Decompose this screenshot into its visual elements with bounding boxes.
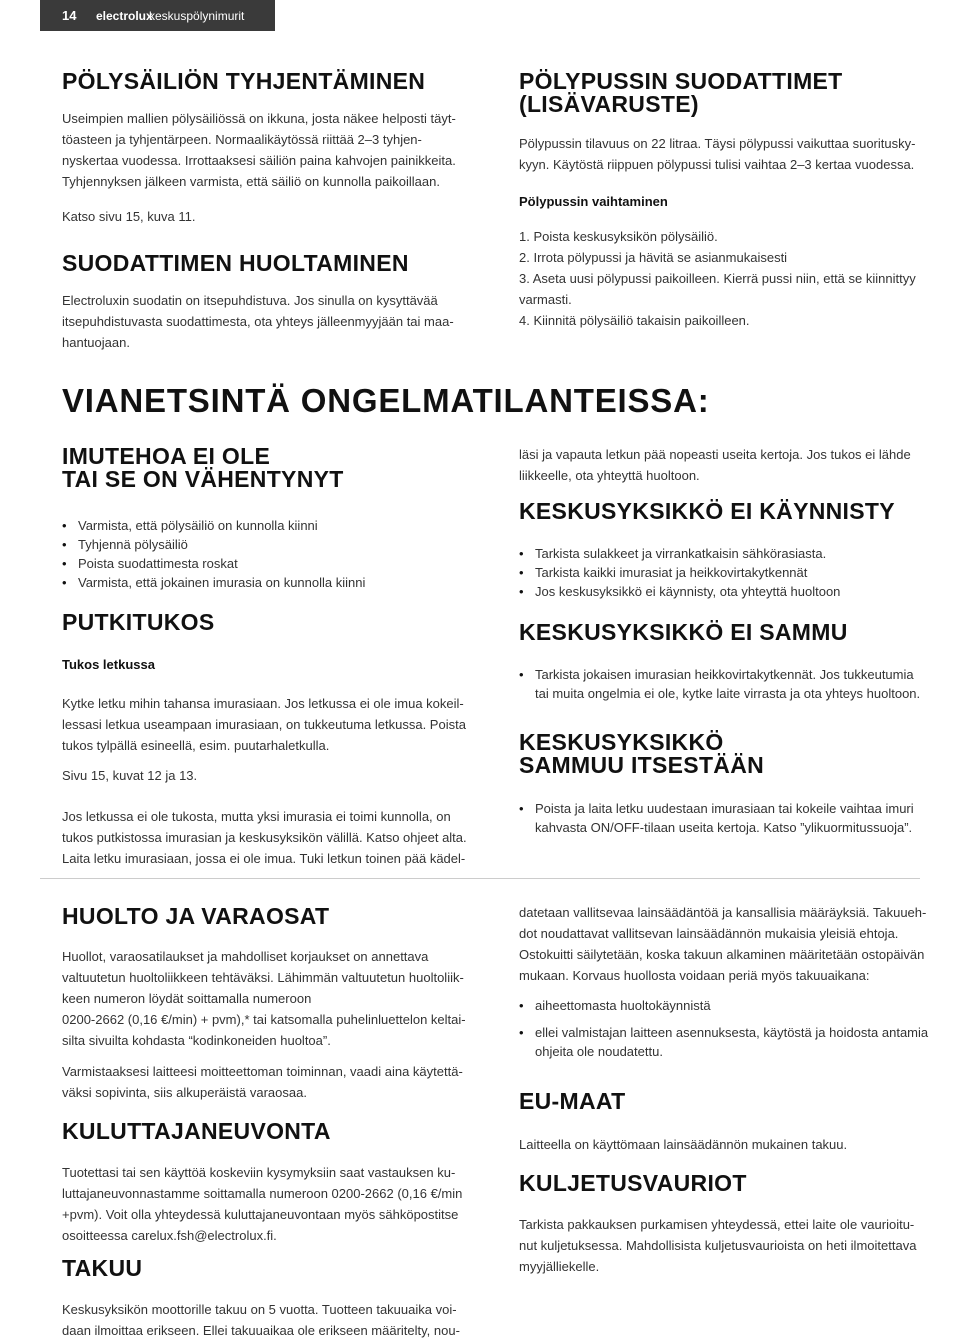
list-item: • Tarkista kaikki imurasiat ja heikkovirtakytkennät <box>519 563 840 582</box>
dustbag-paragraph: Pölypussin tilavuus on 22 litraa. Täysi pölypussi vaikuttaa suoritusky- kyyn. Käytöstä riippuen pölypussi tulisi vaihtaa 2–3 kertaa vuodessa. <box>519 136 916 172</box>
list-item: • Poista ja laita letku uudestaan imurasiaan tai kokeile vaihtaa imuri kahvasta ON/OFF-tilaan useita kertoja. Katso ”ylikuormitussuoja”. <box>519 799 914 837</box>
unit-wont-stop-list <box>519 665 920 703</box>
document-title: keskuspölynimurit <box>149 9 245 23</box>
list-item: • Varmista, että jokainen imurasia on kunnolla kiinni <box>62 573 365 592</box>
dustbag-steps <box>519 226 916 331</box>
blockage-continuation: läsi ja vapauta letkun pää nopeasti useita kertoja. Jos tukos ei lähde liikkeelle, ota yhteyttä huoltoon. <box>519 447 911 483</box>
warranty-heading: TAKUU <box>62 1255 143 1281</box>
list-item: • Poista suodattimesta roskat <box>62 554 365 573</box>
warranty-paragraph: Keskusyksikön moottorille takuu on 5 vuotta. Tuotteen takuuaika voi- daan ilmoittaa erikseen. Ellei takuuaikaa ole erikseen määritelty, nou- <box>62 1302 460 1338</box>
unit-wont-stop-heading: KESKUSYKSIKKÖ EI SAMMU <box>519 619 848 645</box>
list-item: • Tyhjennä pölysäiliö <box>62 535 365 554</box>
unit-stops-heading: KESKUSYKSIKKÖ SAMMUU ITSESTÄÄN <box>519 729 765 778</box>
no-suction-list <box>62 516 365 592</box>
blockage-subheading: Tukos letkussa <box>62 657 155 672</box>
dustbag-subheading: Pölypussin vaihtaminen <box>519 194 668 209</box>
list-item: • Varmista, että pölysäiliö on kunnolla kiinni <box>62 516 365 535</box>
service-paragraph-2: Varmistaaksesi laitteesi moitteettoman toiminnan, vaadi aina käytettä- väksi sopivinta, siis alkuperäistä varaosaa. <box>62 1064 463 1100</box>
dustbag-heading: PÖLYPUSSIN SUODATTIMET (LISÄVARUSTE) <box>519 68 843 117</box>
unit-wont-start-heading: KESKUSYKSIKKÖ EI KÄYNNISTY <box>519 498 895 524</box>
blockage-paragraph-1: Kytke letku mihin tahansa imurasiaan. Jos letkussa ei ole imua kokeil- lessasi letkua useampaan imurasiaan, on tukkeutuma letkussa. Poista tukos tylpällä esineellä, esim. puutarhaletkulla. <box>62 696 466 753</box>
unit-stops-list <box>519 799 914 837</box>
service-paragraph-1: Huollot, varaosatilaukset ja mahdolliset korjaukset on annettava valtuutetun huoltoliikkeen tehtäväksi. Lähimmän valtuutetun huoltoliik- keen numeron löydät soittamalla numeroon 0200-2662 (0,16 €/min) + pvm),* tai katsomalla puhelinluettelon keltai- silta sivuilta kohdasta “kodinkoneiden huoltoa”. <box>62 949 466 1048</box>
list-item: • ellei valmistajan laitteen asennuksesta, käytöstä ja hoidosta antamia ohjeita ole noudatettu. <box>519 1023 928 1061</box>
blockage-heading: PUTKITUKOS <box>62 609 215 635</box>
dustbag-step: 2. Irrota pölypussi ja hävitä se asianmukaisesti <box>519 250 788 265</box>
eu-heading: EU-MAAT <box>519 1088 626 1114</box>
dustbag-step: 1. Poista keskusyksikön pölysäiliö. <box>519 229 718 244</box>
dustbag-step: 4. Kiinnitä pölysäiliö takaisin paikoilleen. <box>519 313 750 328</box>
brand-name: electrolux <box>96 9 153 23</box>
troubleshooting-title: VIANETSINTÄ ONGELMATILANTEISSA: <box>62 382 710 419</box>
section-divider <box>40 878 920 879</box>
eu-paragraph: Laitteella on käyttömaan lainsäädännön mukainen takuu. <box>519 1137 848 1152</box>
list-item: • aiheettomasta huoltokäynnistä <box>519 996 928 1015</box>
transport-paragraph: Tarkista pakkauksen purkamisen yhteydessä, ettei laite ole vaurioitu- nut kuljetuksessa. Mahdollisista kuljetusvaurioista on heti ilmoitettava myyjälliekelle. <box>519 1217 917 1274</box>
list-item: • Jos keskusyksikkö ei käynnisty, ota yhteyttä huoltoon <box>519 582 840 601</box>
dustbag-step: varmasti. <box>519 292 572 307</box>
no-suction-heading: IMUTEHOA EI OLE TAI SE ON VÄHENTYNYT <box>62 443 344 492</box>
warranty-list <box>519 996 928 1061</box>
list-item: • Tarkista jokaisen imurasian heikkovirtakytkennät. Jos tukkeutumia tai muita ongelmia ei ole, kytke laite virrasta ja ota yhteys huoltoon. <box>519 665 920 703</box>
blockage-paragraph-2: Jos letkussa ei ole tukosta, mutta yksi imurasia ei toimi kunnolla, on tukos putkistossa imurasian ja keskusyksikön välillä. Katso ohjeet alta. Laita letku imurasiaan, jossa ei ole imua. Tuki letkun toinen pää kädel- <box>62 809 467 866</box>
filter-paragraph: Electroluxin suodatin on itsepuhdistuva. Jos sinulla on kysyttävää itsepuhdistuvasta suodattimesta, ota yhteys jälleenmyyjään tai maa- hantuojaan. <box>62 293 454 350</box>
list-item: • Tarkista sulakkeet ja virrankatkaisin sähkörasiasta. <box>519 544 840 563</box>
service-heading: HUOLTO JA VARAOSAT <box>62 903 330 929</box>
unit-wont-start-list <box>519 544 840 601</box>
emptying-paragraph: Useimpien mallien pölysäiliössä on ikkuna, josta näkee helposti täyt- töasteen ja tyhjentärpeen. Normaalikäytössä riittää 2–3 tyhjen- nyskertaa vuodessa. Irrottaaksesi säiliön paina kahvojen painikkeita. Tyhjennyksen jälkeen varmista, että säiliö on kunnolla paikoillaan. <box>62 111 456 189</box>
transport-heading: KULJETUSVAURIOT <box>519 1170 747 1196</box>
emptying-reference: Katso sivu 15, kuva 11. <box>62 209 196 224</box>
consumer-paragraph: Tuotettasi tai sen käyttöä koskeviin kysymyksiin saat vastauksen ku- luttajaneuvonnastamme soittamalla numeroon 0200-2662 (0,16 €/min +pvm). Voit olla yhteydessä kuluttajaneuvontaan myös sähköpostitse osoitteessa carelux.fsh@electrolux.fi. <box>62 1165 463 1243</box>
page-number: 14 <box>62 8 77 23</box>
filter-heading: SUODATTIMEN HUOLTAMINEN <box>62 250 409 276</box>
blockage-reference: Sivu 15, kuvat 12 ja 13. <box>62 768 198 783</box>
dustbag-step: 3. Aseta uusi pölypussi paikoilleen. Kierrä pussi niin, että se kiinnittyy <box>519 271 916 286</box>
warranty-continuation: datetaan vallitsevaa lainsäädäntöä ja kansallisia määräyksiä. Takuueh- dot noudattavat vallitsevan lainsäädännön mukaisia yleisiä ehtoja. Ostokuitti säilytetään, koska takuun alkaminen määritetään ostopäivän mukaan. Korvaus huollosta voidaan periä myös takuuaikana: <box>519 905 927 983</box>
consumer-heading: KULUTTAJANEUVONTA <box>62 1118 331 1144</box>
emptying-heading: PÖLYSÄILIÖN TYHJENTÄMINEN <box>62 68 426 94</box>
